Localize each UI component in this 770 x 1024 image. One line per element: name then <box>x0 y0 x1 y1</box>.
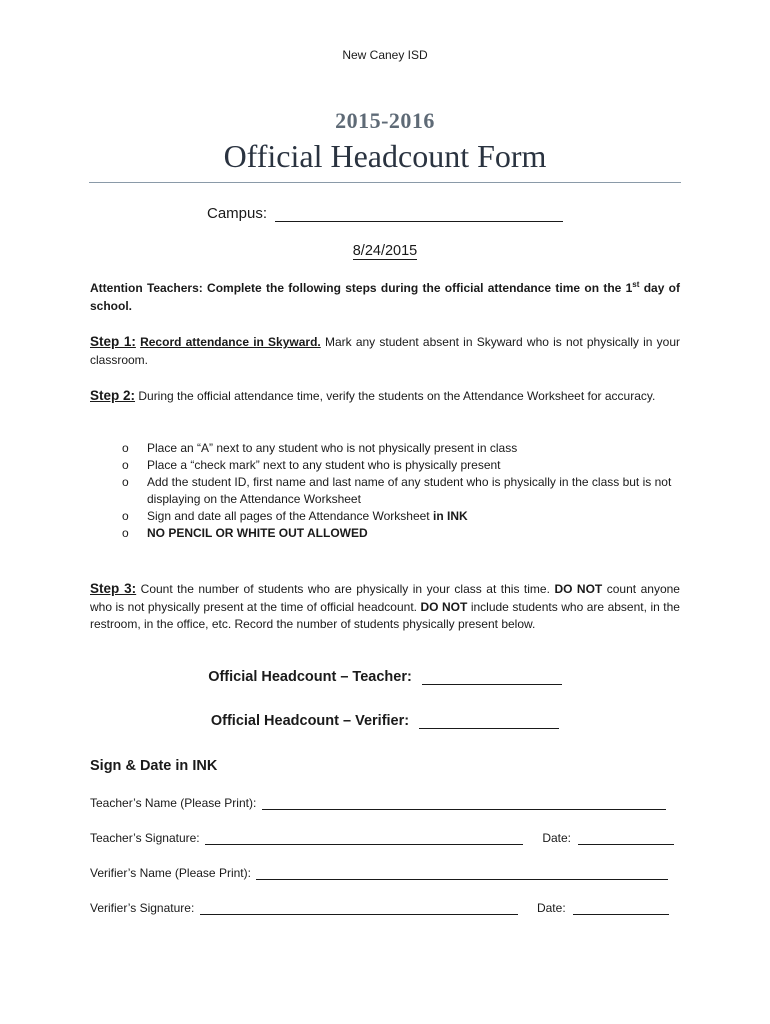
bullet-text: Place a “check mark” next to any student who is physically present <box>147 458 501 472</box>
teacher-date-field[interactable] <box>578 830 674 845</box>
teacher-name-field[interactable] <box>262 795 666 810</box>
headcount-teacher-label: Official Headcount – Teacher: <box>208 669 412 685</box>
teacher-date-label: Date: <box>542 831 571 845</box>
headcount-verifier-field[interactable] <box>419 712 559 729</box>
teacher-signature-label: Teacher’s Signature: <box>90 831 200 845</box>
title-divider <box>89 182 681 183</box>
list-item <box>122 440 682 457</box>
step-3-text-3: include students who are absent, in the restroom, in the office, etc. Record the number of students physically present below. <box>90 599 680 631</box>
step-3-paragraph <box>90 580 680 634</box>
teacher-name-row <box>90 795 666 810</box>
sign-section-title: Sign & Date in INK <box>90 758 218 774</box>
school-year: 2015-2016 <box>335 108 435 133</box>
bullet-marker: o <box>122 441 129 455</box>
campus-field[interactable] <box>275 205 563 222</box>
step-2-paragraph <box>90 387 680 406</box>
bullet-bold-text: in INK <box>432 509 468 523</box>
headcount-teacher-row <box>0 668 770 685</box>
step-2-label: Step 2: <box>90 388 136 403</box>
step-1-label: Step 1: <box>90 334 136 349</box>
verifier-date-field[interactable] <box>573 900 669 915</box>
headcount-verifier-label: Official Headcount – Verifier: <box>210 713 410 729</box>
list-item <box>122 508 682 525</box>
campus-row <box>207 205 563 222</box>
verifier-name-field[interactable] <box>256 865 668 880</box>
step-2-text: During the official attendance time, verify the students on the Attendance Worksheet for accuracy. <box>135 389 656 403</box>
form-date: 8/24/2015 <box>352 243 418 259</box>
attention-paragraph <box>90 280 680 315</box>
bullet-text: Add the student ID, first name and last name of any student who is physically in the class but is not displaying on the Attendance Worksheet <box>147 475 672 506</box>
verifier-signature-row <box>90 900 669 915</box>
list-item <box>122 474 682 508</box>
verifier-name-label: Verifier’s Name (Please Print): <box>90 866 251 880</box>
bullet-bold-text: NO PENCIL OR WHITE OUT ALLOWED <box>147 526 368 540</box>
attention-text-end: day of school. <box>90 281 681 313</box>
campus-label: Campus: <box>207 205 268 222</box>
verifier-signature-field[interactable] <box>200 900 518 915</box>
teacher-name-label: Teacher’s Name (Please Print): <box>90 796 257 810</box>
verifier-date-label: Date: <box>536 901 566 915</box>
form-date-row <box>0 243 770 259</box>
bullet-marker: o <box>122 475 129 489</box>
verifier-name-row <box>90 865 668 880</box>
bullet-marker: o <box>122 509 129 523</box>
step-3-text-2: count anyone who is not physically present at the time of official headcount. <box>90 582 680 614</box>
step-3-bold-1: DO NOT <box>554 582 603 596</box>
verifier-signature-label: Verifier’s Signature: <box>90 901 195 915</box>
attention-superscript: st <box>632 280 640 289</box>
list-item <box>122 457 682 474</box>
teacher-signature-field[interactable] <box>205 830 523 845</box>
organization-name: New Caney ISD <box>342 48 428 62</box>
teacher-signature-row <box>90 830 674 845</box>
attention-text: Attention Teachers: Complete the following steps during the official attendance time on the 1 <box>90 281 633 295</box>
step-3-text-1: Count the number of students who are physically in your class at this time. <box>136 582 555 596</box>
headcount-verifier-row <box>0 712 770 729</box>
bullet-marker: o <box>122 526 129 540</box>
form-title: Official Headcount Form <box>223 138 547 174</box>
step-1-paragraph <box>90 333 680 369</box>
step-3-label: Step 3: <box>90 581 137 596</box>
list-item <box>122 525 682 542</box>
bullet-text: Place an “A” next to any student who is not physically present in class <box>147 441 518 455</box>
step-1-text: Mark any student absent in Skyward who is not physically in your classroom. <box>90 335 680 367</box>
bullet-marker: o <box>122 458 129 472</box>
headcount-teacher-field[interactable] <box>422 668 562 685</box>
step-2-bullet-list <box>122 440 682 542</box>
step-1-emphasis: Record attendance in Skyward. <box>140 335 321 349</box>
step-3-bold-2: DO NOT <box>420 599 468 614</box>
bullet-text: Sign and date all pages of the Attendance Worksheet <box>147 509 433 523</box>
